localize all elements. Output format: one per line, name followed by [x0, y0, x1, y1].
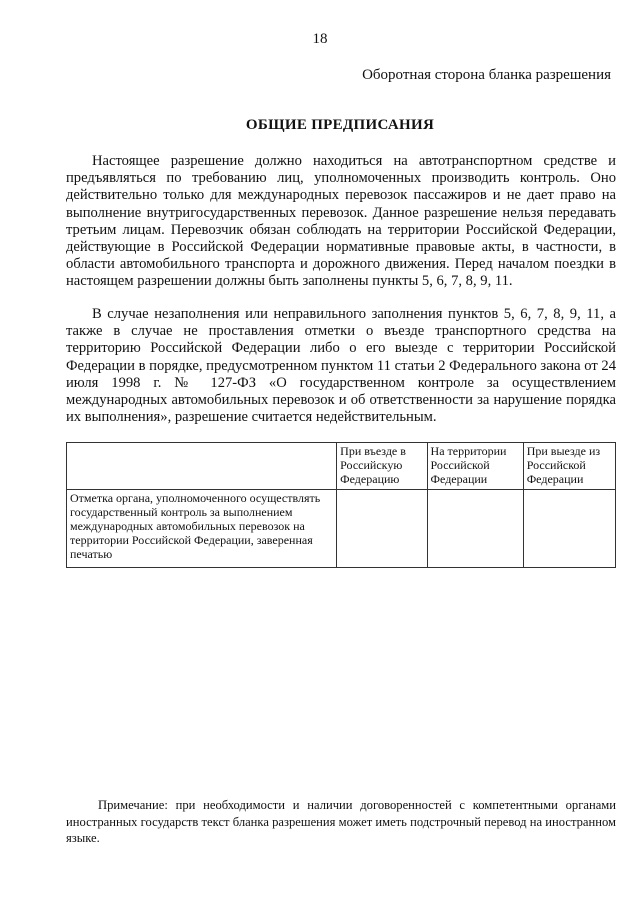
section-heading: ОБЩИЕ ПРЕДПИСАНИЯ: [245, 117, 435, 133]
table-header-blank: [67, 443, 337, 490]
table-cell-entry-mark: [337, 490, 427, 568]
paragraph-general-rules: [66, 153, 616, 291]
table-header-territory: На территории Российской Федерации: [427, 443, 523, 490]
table-header-row: [67, 443, 616, 490]
page-number: 18: [312, 31, 328, 47]
footnote-text: Примечание: при необходимости и наличии договоренностей с компетентными органами иностранных государств текст бланка разрешения может иметь подстрочный перевод на иностранном языке.: [66, 798, 616, 846]
table-header-entry: При въезде в Российскую Федерацию: [337, 443, 427, 490]
table-row: [67, 490, 616, 568]
paragraph-invalidity: [66, 306, 616, 426]
paragraph-text: Настоящее разрешение должно находиться на автотранспортном средстве и предъявляться по требованию лиц, уполномоченных производить контроль. Оно действительно только для международных перевозок пассажиров и не дает право на выполнение внутригосударственных перевозок. Данное разрешение нельзя передавать третьим лицам. Перевозчик обязан соблюдать на территории Российской Федерации, действующие в Российской Федерации нормативные правовые акты, в частности, в области автомобильного транспорта и дорожного движения. Перед началом поездки в настоящем разрешении должны быть заполнены пункты 5, 6, 7, 8, 9, 11.: [66, 153, 616, 290]
footnote: [66, 797, 616, 847]
control-marks-table: [66, 442, 616, 568]
table-cell-exit-mark: [523, 490, 615, 568]
table-cell-territory-mark: [427, 490, 523, 568]
form-side-caption: Оборотная сторона бланка разрешения: [362, 67, 611, 83]
table-header-exit: При выезде из Российской Федерации: [523, 443, 615, 490]
table-row-label: Отметка органа, уполномоченного осуществлять государственный контроль за выполнением международных автомобильных перевозок на территории Российской Федерации, заверенная печатью: [67, 490, 337, 568]
paragraph-text: В случае незаполнения или неправильного заполнения пунктов 5, 6, 7, 8, 9, 11, а также в случае не проставления отметки о въезде транспортного средства на территорию Российской Федерации либо о его выезде с территории Российской Федерации в порядке, предусмотренном пунктом 11 статьи 2 Федерального закона от 24 июля 1998 г. № 127-ФЗ «О государственном контроле за осуществлением международных автомобильных перевозок и об ответственности за нарушение порядка их выполнения», разрешение считается недействительным.: [66, 306, 616, 426]
